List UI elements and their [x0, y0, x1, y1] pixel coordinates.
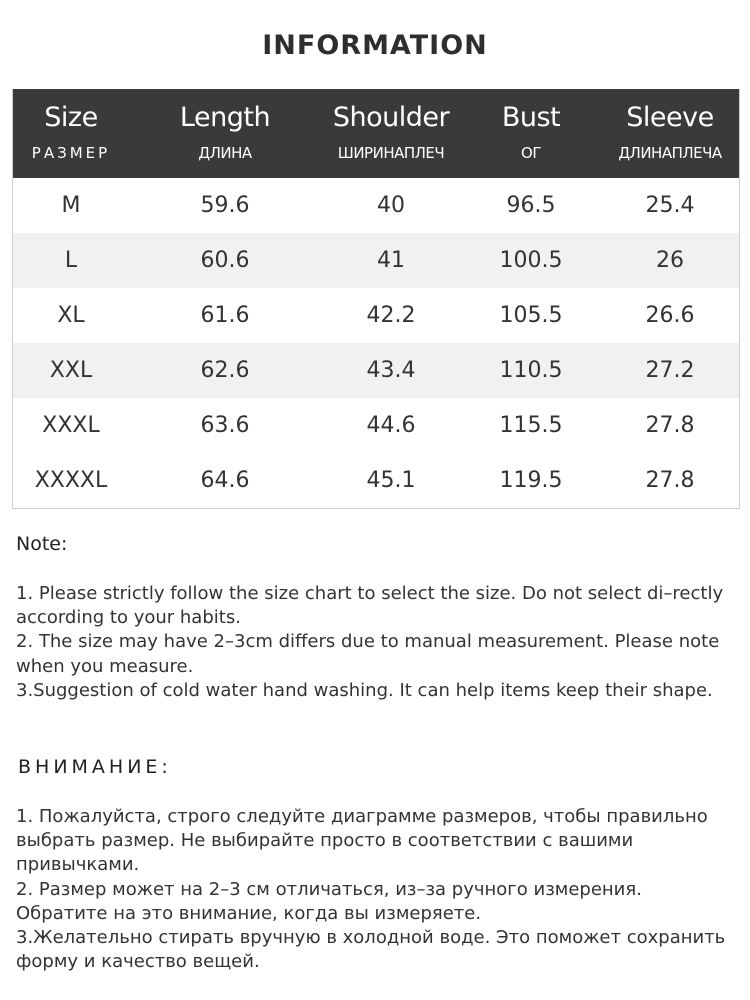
cell-length: 61.6 — [200, 303, 250, 328]
cell-shoulder: 44.6 — [366, 413, 416, 438]
cell-sleeve: 27.8 — [645, 413, 695, 438]
cell-size: XXXL — [42, 413, 100, 438]
cell-shoulder: 40 — [377, 193, 405, 218]
cell-shoulder: 45.1 — [366, 468, 416, 493]
header-sublabel: ДЛИНАПЛЕЧА — [618, 144, 722, 162]
table-row — [13, 178, 739, 233]
cell-size: L — [64, 248, 78, 273]
cell-length: 60.6 — [200, 248, 250, 273]
note-list — [16, 582, 734, 703]
cell-bust: 100.5 — [499, 248, 563, 273]
header-sublabel: ОГ — [521, 144, 541, 162]
cell-sleeve: 27.8 — [645, 468, 695, 493]
cell-size: M — [61, 193, 81, 218]
cell-shoulder: 42.2 — [366, 303, 416, 328]
note-item-ru: 1. Пожалуйста, строго следуйте диаграмме размеров, чтобы правильно выбрать размер. Не выбирайте просто в соответствии с вашими привычками. — [16, 806, 708, 876]
header-label: Bust — [501, 102, 561, 133]
header-label: Sleeve — [626, 102, 714, 133]
cell-bust: 105.5 — [499, 303, 563, 328]
cell-shoulder: 41 — [377, 248, 405, 273]
note-heading-ru: ВНИМАНИЕ: — [18, 756, 172, 778]
header-sublabel: ДЛИНА — [198, 144, 252, 162]
page-title: INFORMATION — [262, 30, 488, 61]
table-row — [13, 453, 739, 508]
header-sublabel: РАЗМЕР — [31, 144, 111, 162]
header-size — [13, 89, 129, 178]
size-chart-table — [12, 89, 740, 509]
cell-length: 63.6 — [200, 413, 250, 438]
table-row — [13, 398, 739, 453]
cell-size: XXXXL — [34, 468, 108, 493]
cell-size: XXL — [49, 358, 93, 383]
cell-bust: 119.5 — [499, 468, 563, 493]
header-label: Shoulder — [332, 102, 450, 133]
header-length — [129, 89, 321, 178]
header-bust — [461, 89, 601, 178]
cell-bust: 110.5 — [499, 358, 563, 383]
table-row — [13, 288, 739, 343]
cell-length: 62.6 — [200, 358, 250, 383]
cell-sleeve: 26.6 — [645, 303, 695, 328]
table-header — [13, 89, 739, 178]
cell-bust: 115.5 — [499, 413, 563, 438]
cell-length: 59.6 — [200, 193, 250, 218]
header-sublabel: ШИРИНАПЛЕЧ — [337, 144, 445, 162]
cell-sleeve: 27.2 — [645, 358, 695, 383]
table-row — [13, 343, 739, 398]
note-item-ru: 2. Размер может на 2–3 см отличаться, из–за ручного измерения. Обратите на это внимание, когда вы измеряете. — [16, 878, 642, 924]
cell-length: 64.6 — [200, 468, 250, 493]
note-item: 2. The size may have 2–3cm differs due to manual measurement. Please note when you measure. — [16, 631, 720, 677]
cell-sleeve: 25.4 — [645, 193, 695, 218]
cell-bust: 96.5 — [506, 193, 556, 218]
cell-sleeve: 26 — [656, 248, 684, 273]
note-list-ru — [16, 805, 734, 974]
header-label: Size — [44, 102, 98, 133]
table-row — [13, 233, 739, 288]
note-item: 1. Please strictly follow the size chart to select the size. Do not select di–rectly according to your habits. — [16, 583, 724, 629]
note-item-ru: 3.Желательно стирать вручную в холодной воде. Это поможет сохранить форму и качество вещей. — [16, 927, 726, 973]
header-label: Length — [179, 102, 271, 133]
header-sleeve — [601, 89, 739, 178]
note-item: 3.Suggestion of cold water hand washing. It can help items keep their shape. — [16, 679, 713, 701]
header-shoulder — [321, 89, 461, 178]
note-heading: Note: — [16, 533, 68, 555]
cell-size: XL — [57, 303, 85, 328]
cell-shoulder: 43.4 — [366, 358, 416, 383]
